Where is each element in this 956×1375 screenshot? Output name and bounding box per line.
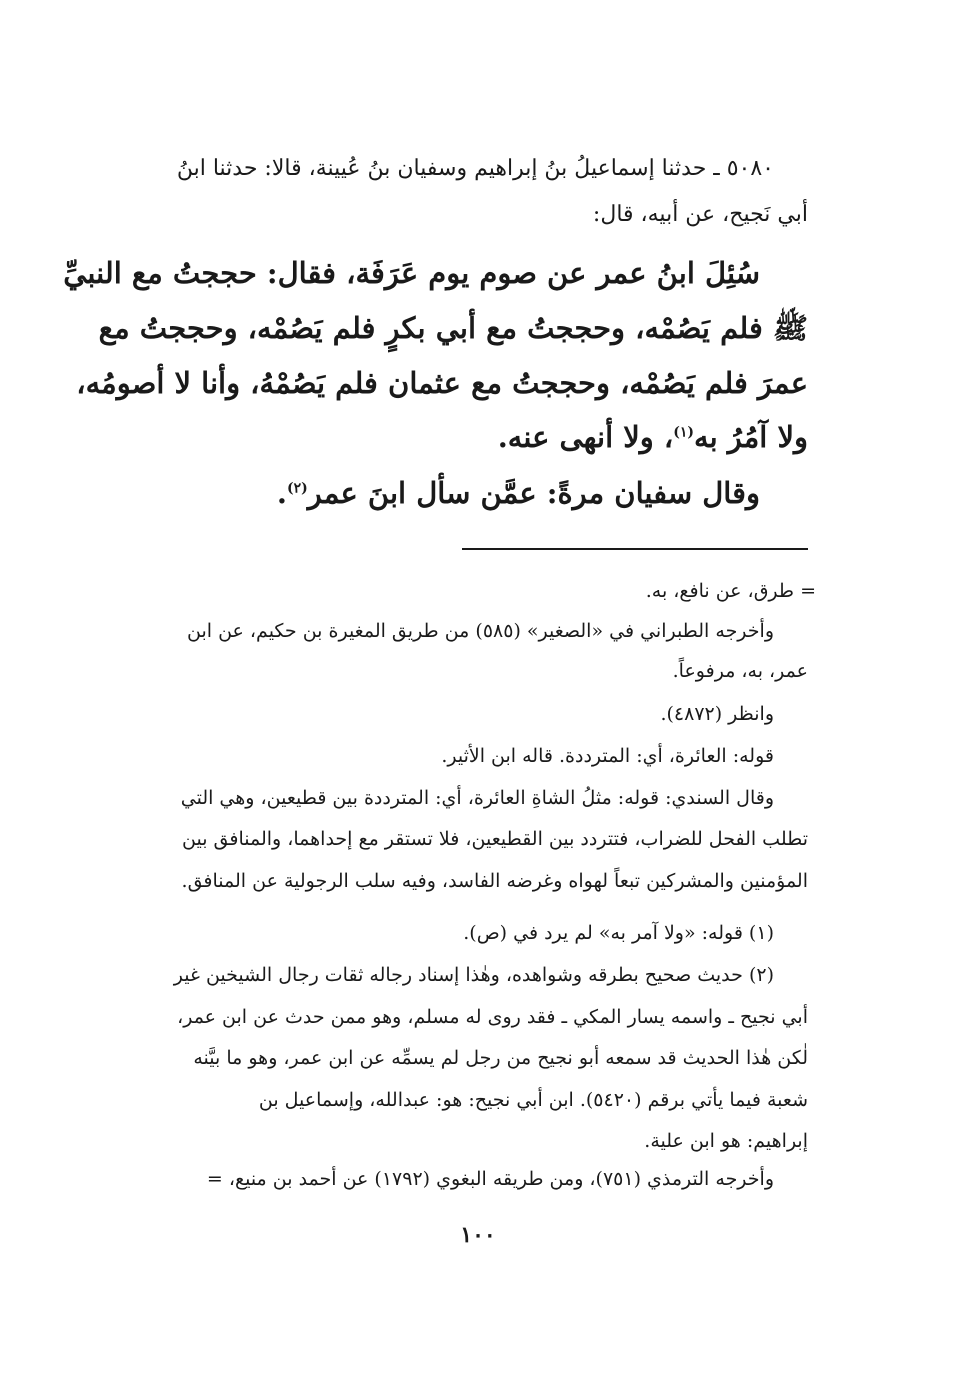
note-line: وأخرجه الطبراني في «الصغير» (٥٨٥) من طريق المغيرة بن حكيم، عن ابن (187, 620, 774, 642)
footnote-1: (١) قوله: «ولا آمر به» لم يرد في (ص). (463, 922, 774, 944)
sufyan-remark (277, 476, 760, 510)
footnote-2-line: لٰكن هٰذا الحديث قد سمعه أبو نجيح من رجل لم يسمِّه عن ابن عمر، وهو ما بيَّنه (193, 1047, 808, 1069)
footnote-2-line: وأخرجه الترمذي (٧٥١)، ومن طريقه البغوي (١٧٩٢) عن أحمد بن منيع، = (206, 1168, 774, 1190)
note-line: قوله: العائرة، أي: المترددة. قاله ابن الأثير. (441, 745, 774, 767)
footnote-marker: (٢) (286, 480, 308, 497)
footnote-2-line: إبراهيم: هو ابن علية. (644, 1130, 808, 1152)
footnote-2-line: أبي نجيح ـ واسمه يسار المكي ـ فقد روى له مسلم، وهو ممن حدث عن ابن عمر، (177, 1006, 808, 1028)
footnote-marker: (١) (673, 424, 695, 441)
note-line: تطلب الفحل للضراب، فتتردد بين القطيعين، فلا تستقر مع إحداهما، والمنافق بين (182, 828, 808, 850)
footnote-2-line: (٢) حديث صحيح بطرقه وشواهده، وهٰذا إسناد رجاله ثقات رجال الشيخين غير (173, 964, 774, 986)
matn-text: . (276, 476, 287, 510)
note-line: = طرق، عن نافع، به. (645, 580, 816, 602)
note-line: المؤمنين والمشركين تبعاً لهواه وغرضه الفاسد، وفيه سلب الرجولية عن المنافق. (181, 870, 808, 892)
hadith-matn-line (498, 420, 808, 454)
matn-text: ولا آمُرُ به (694, 420, 808, 454)
note-line: عمر، به، مرفوعاً. (672, 660, 808, 682)
hadith-isnad-line: أبي نَجيح، عن أبيه، قال: (592, 202, 808, 227)
hadith-matn-line: ﷺ فلم يَصُمْه، وحججتُ مع أبي بكرٍ فلم يَصُمْه، وحججتُ مع (98, 311, 808, 345)
matn-text: وقال سفيان مرةً: عمَّن سأل ابنَ عمر (307, 476, 760, 510)
footnote-2-line: شعبة فيما يأتي برقم (٥٤٢٠). ابن أبي نجيح: هو: عبدالله، وإسماعيل بن (258, 1089, 808, 1111)
note-line: وانظر (٤٨٧٢). (660, 703, 774, 725)
matn-text: ، ولا أنهى عنه. (497, 420, 674, 454)
hadith-isnad-line: ٥٠٨٠ ـ حدثنا إسماعيلُ بنُ إبراهيم وسفيان بنُ عُيينة، قالا: حدثنا ابنُ (176, 156, 774, 181)
page-number: ١٠٠ (460, 1222, 496, 1248)
footnote-divider (462, 548, 808, 550)
hadith-matn-line: سُئِلَ ابنُ عمر عن صوم يوم عَرَفَة، فقال: حججتُ مع النبيِّ (63, 256, 760, 290)
hadith-matn-line: عمرَ فلم يَصُمْه، وحججتُ مع عثمان فلم يَصُمْهُ، وأنا لا أصومُه، (76, 366, 808, 400)
note-line: وقال السندي: قوله: مثلُ الشاةِ العائرة، أي: المترددة بين قطيعين، وهي التي (180, 787, 774, 809)
